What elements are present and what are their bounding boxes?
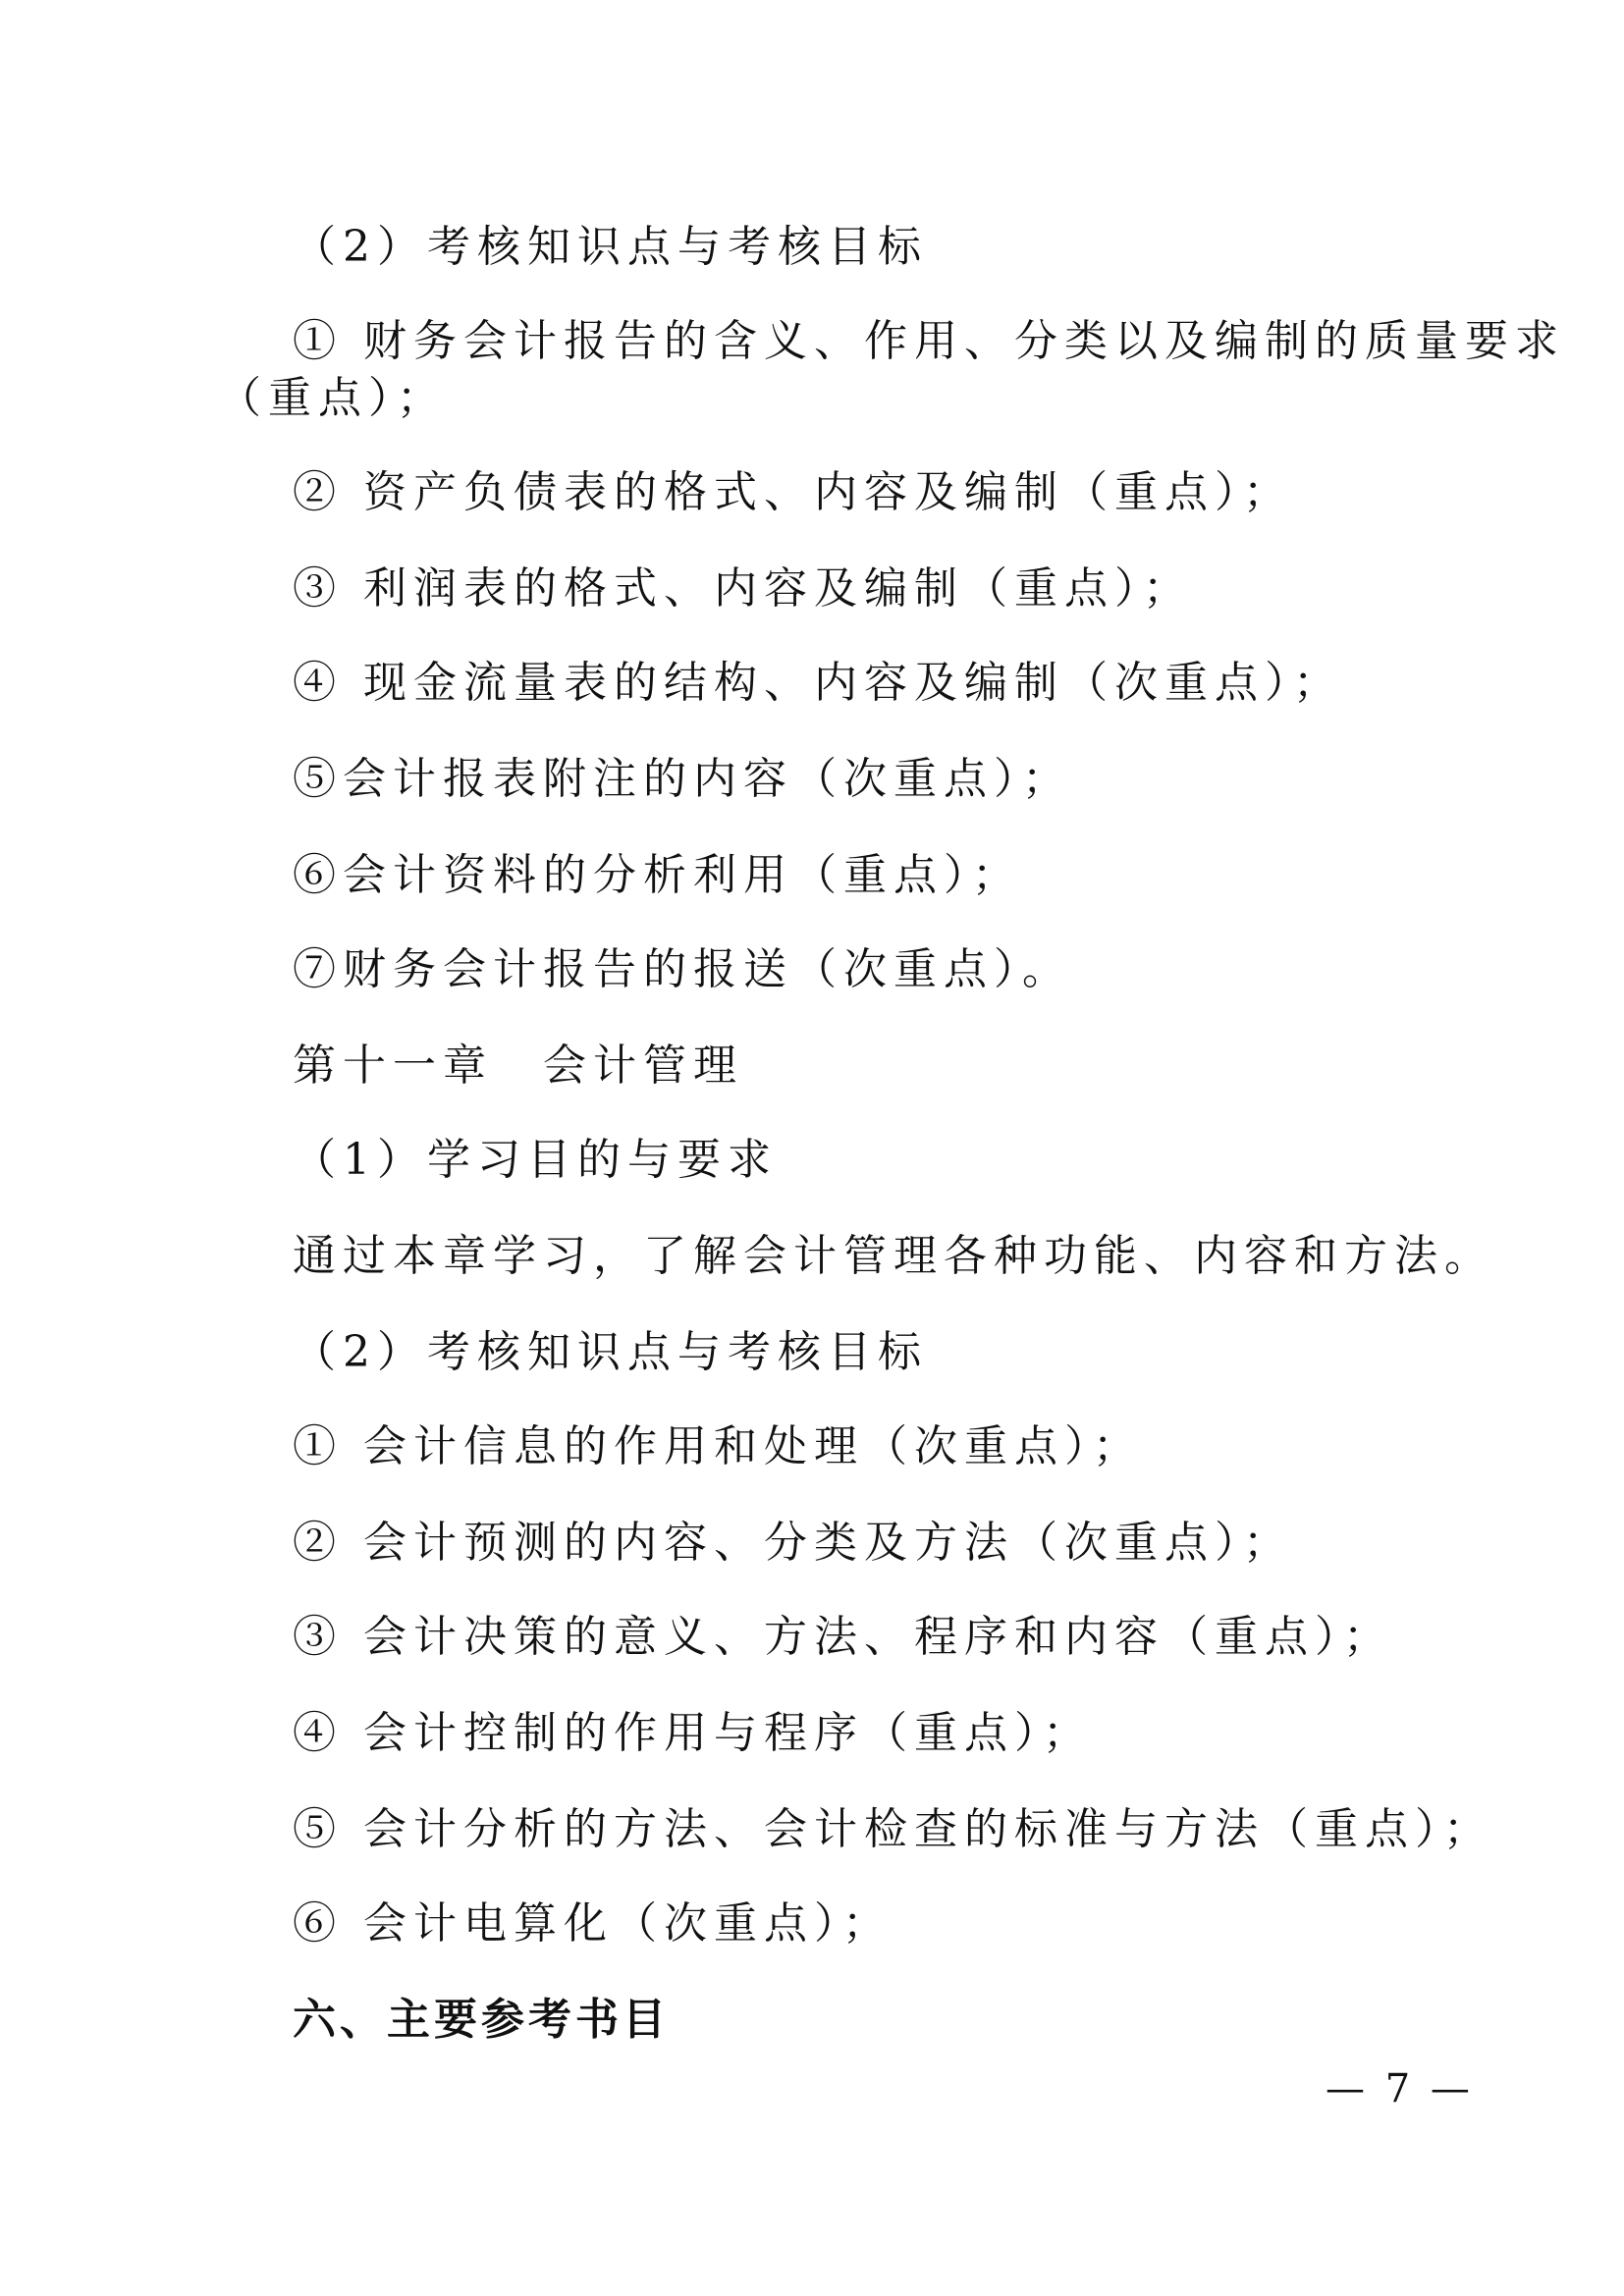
subsection-heading-assessment: （2）考核知识点与考核目标 [293, 222, 928, 272]
paragraph: 通过本章学习，了解会计管理各种功能、内容和方法。 [293, 1231, 1494, 1281]
list-item: ② 资产负债表的格式、内容及编制（重点）； [293, 467, 1293, 517]
list-item: ② 会计预测的内容、分类及方法（次重点）； [293, 1518, 1293, 1568]
list-item: ① 财务会计报告的含义、作用、分类以及编制的质量要求 [293, 316, 1565, 366]
list-item: ⑦财务会计报告的报送（次重点）。 [293, 944, 1072, 994]
list-item: ⑤ 会计分析的方法、会计检查的标准与方法（重点）； [293, 1804, 1493, 1854]
list-item: ③ 会计决策的意义、方法、程序和内容（重点）； [293, 1612, 1393, 1662]
list-item: ③ 利润表的格式、内容及编制（重点）； [293, 563, 1193, 614]
page-number: — 7 — [1326, 2066, 1474, 2111]
list-item: ④ 会计控制的作用与程序（重点）； [293, 1708, 1093, 1758]
list-item-continuation: （重点）； [218, 373, 447, 423]
list-item: ④ 现金流量表的结构、内容及编制（次重点）； [293, 658, 1343, 708]
list-item: ① 会计信息的作用和处理（次重点）； [293, 1421, 1143, 1471]
list-item: ⑤会计报表附注的内容（次重点）； [293, 754, 1072, 804]
subsection-heading-assessment: （2）考核知识点与考核目标 [293, 1327, 928, 1377]
list-item: ⑥会计资料的分析利用（重点）； [293, 850, 1022, 900]
subsection-heading-objectives: （1）学习目的与要求 [293, 1135, 778, 1185]
chapter-title: 第十一章 会计管理 [293, 1041, 743, 1091]
section-heading: 六、主要参考书目 [293, 1995, 670, 2045]
list-item: ⑥ 会计电算化（次重点）； [293, 1898, 893, 1949]
